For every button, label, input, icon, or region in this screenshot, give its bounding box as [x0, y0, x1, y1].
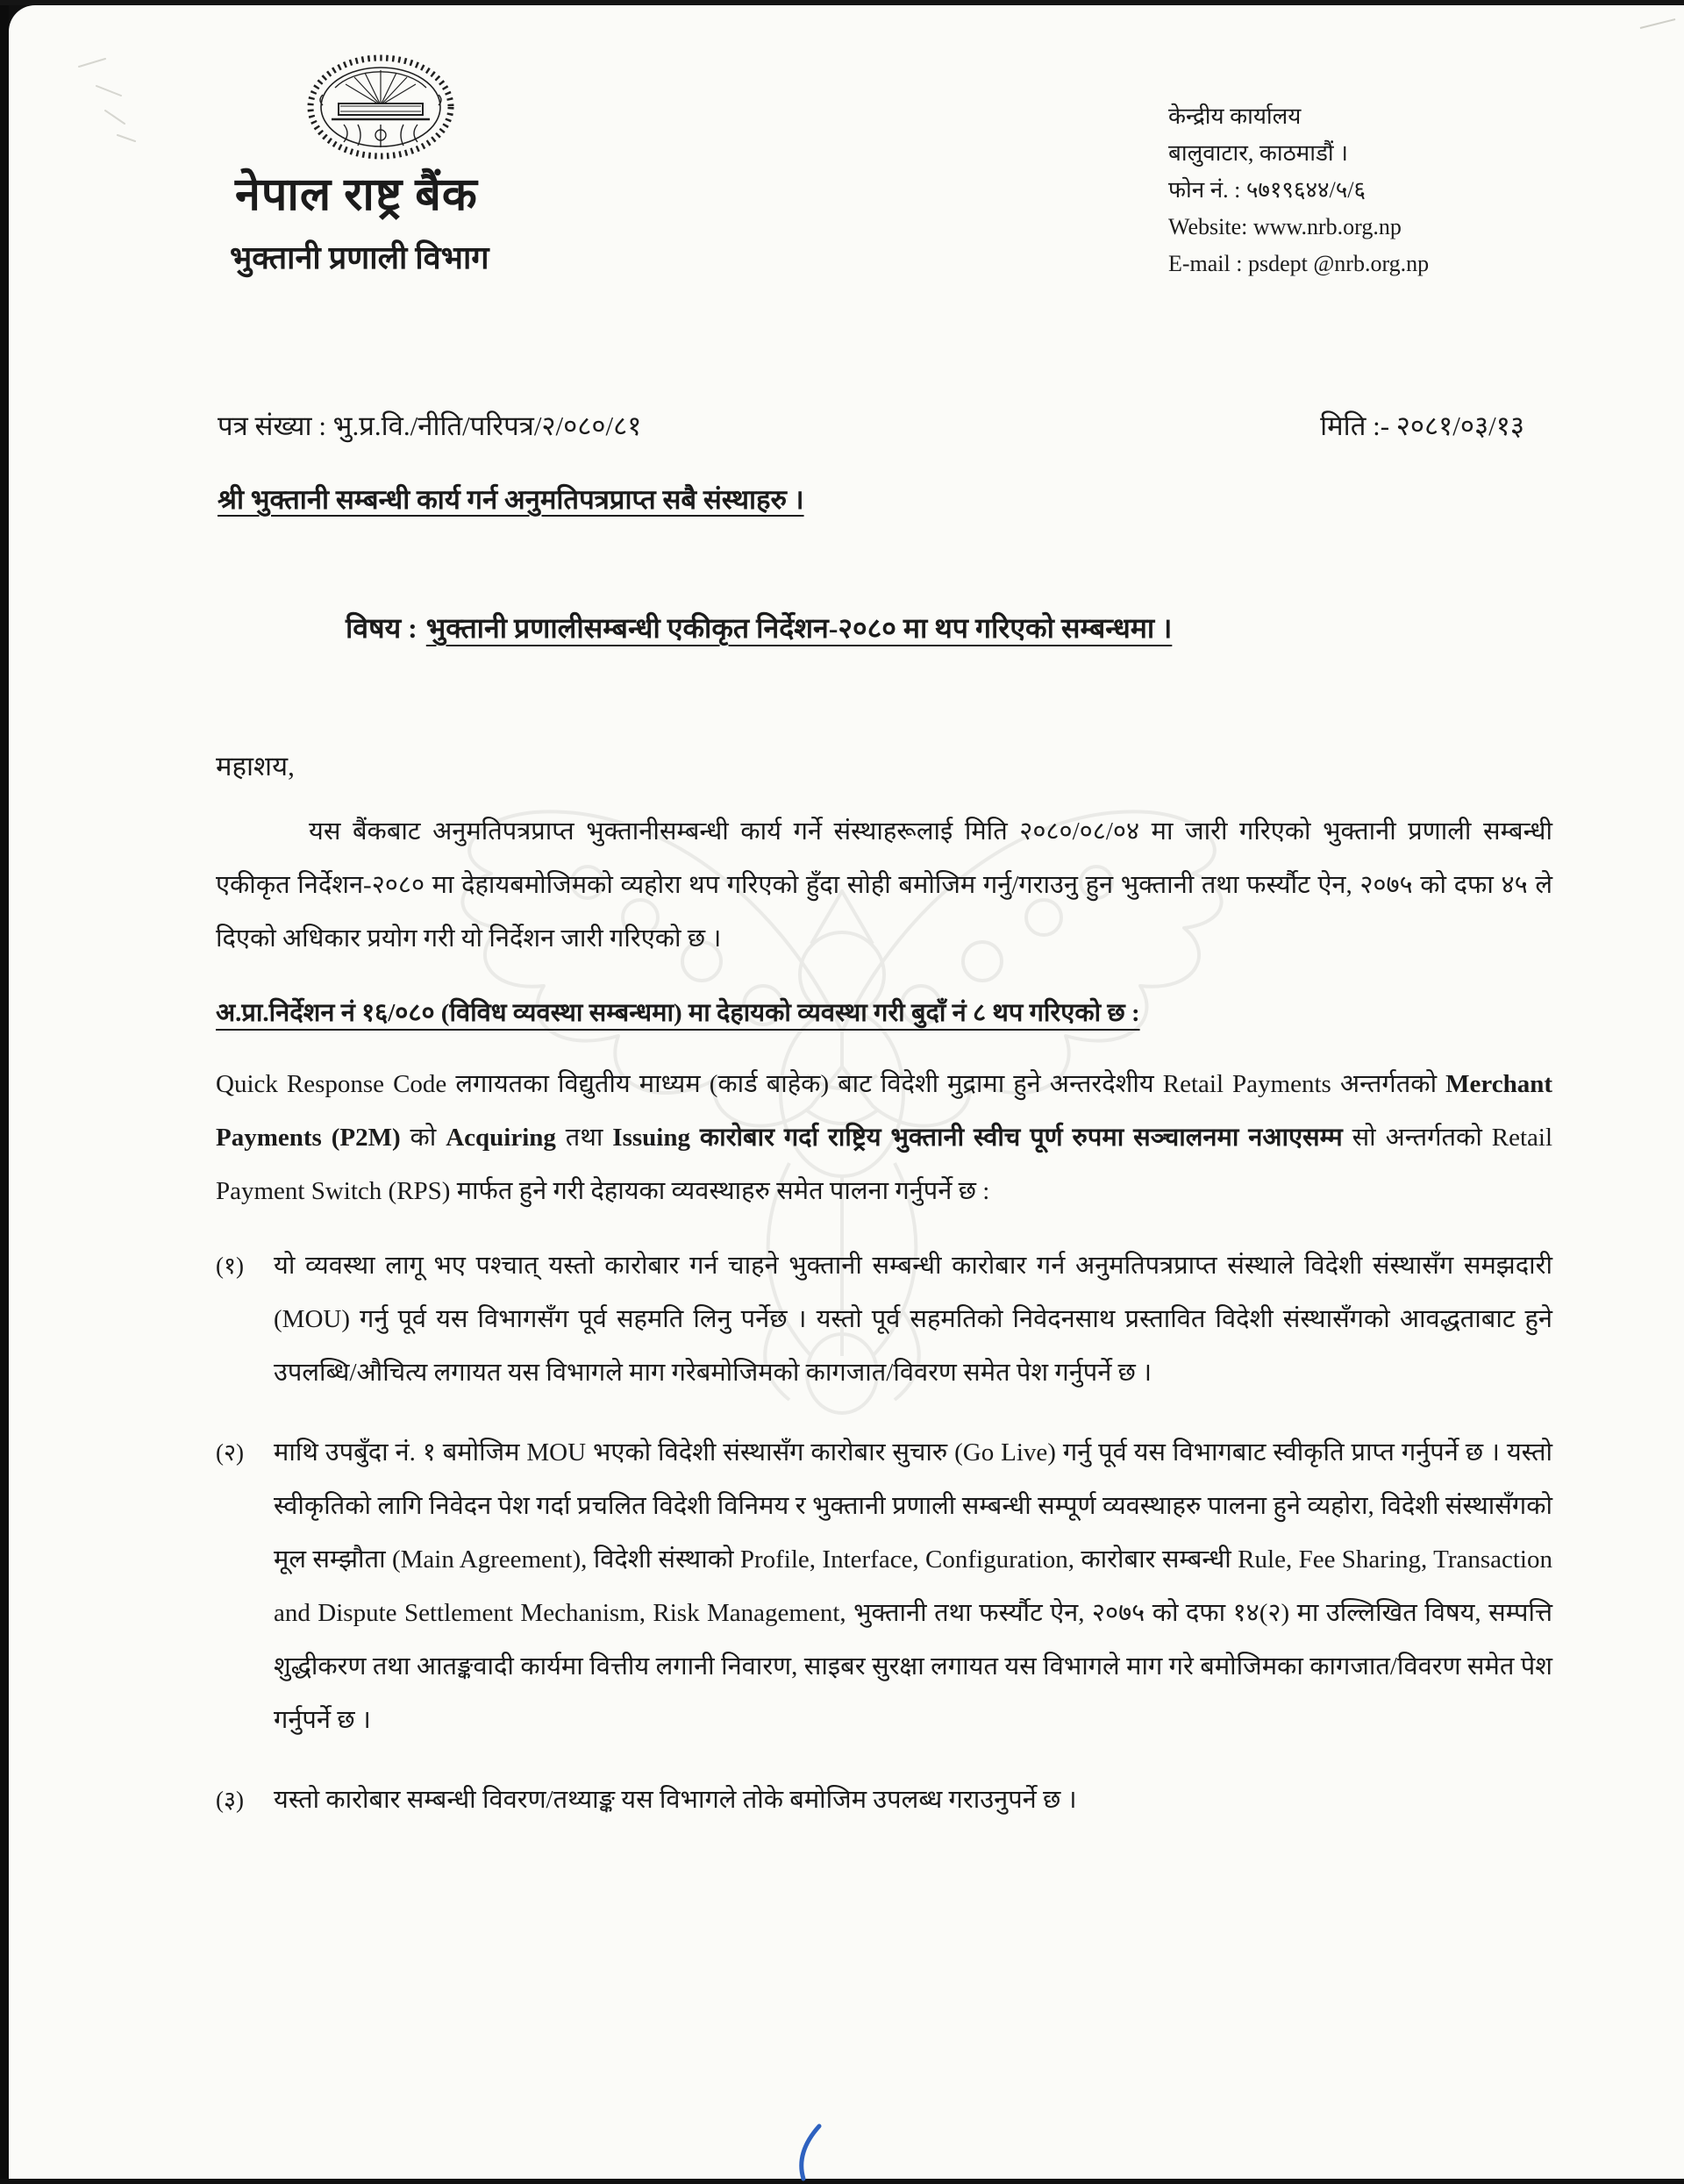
addressee-line: श्री भुक्तानी सम्बन्धी कार्य गर्न अनुमतिपत्रप्राप्त सबै संस्थाहरु । — [218, 484, 804, 515]
list-item-number: (१) — [216, 1253, 245, 1279]
letter-date: मिति :- २०८१/०३/१३ — [1320, 410, 1524, 441]
pencil-scribble-mark — [67, 47, 172, 153]
list-item — [216, 1774, 1552, 1827]
list-item — [216, 1239, 1552, 1400]
provision-paragraph — [216, 1058, 1552, 1218]
letter-body — [216, 805, 1552, 1853]
office-phone: फोन नं. : ५७१९६४४/५/६ — [1168, 177, 1366, 203]
opening-paragraph: यस बैंकबाट अनुमतिपत्रप्राप्त भुक्तानीसम्बन्धी कार्य गर्ने संस्थाहरूलाई मिति २०८०/०८/०४ मा जारी गरिएको भुक्तानी प्रणाली सम्बन्धी एकीकृत निर्देशन-२०८० मा देहायबमोजिमको व्यहोरा थप गरिएको हुँदा सोही बमोजिम गर्नु/गराउनु हुन भुक्तानी तथा फर्स्यौट ऐन, २०७५ को दफा ४५ ले दिएको अधिकार प्रयोग गरी यो निर्देशन जारी गरिएको छ । — [216, 817, 1552, 953]
paper-sheet — [9, 5, 1684, 2179]
scan-corner-line — [1638, 16, 1677, 32]
bold-text-segment: Merchant Payments (P2M) — [216, 1070, 1552, 1152]
office-address: बालुवाटार, काठमाडौं । — [1168, 140, 1348, 166]
list-item-number: (२) — [216, 1439, 245, 1466]
bold-text-segment: कारोबार गर्दा राष्ट्रिय भुक्तानी स्वीच पूर्ण रुपमा सञ्चालनमा नआएसम्म — [689, 1124, 1343, 1152]
text-segment: सो अन्तर्गतको Retail Payment Switch (RPS) मार्फत हुने गरी देहायका व्यवस्थाहरु समेत पालना गर्नुपर्ने छ : — [216, 1124, 1552, 1205]
bold-text-segment: Issuing — [612, 1124, 690, 1152]
reference-row — [218, 407, 1524, 444]
nrb-seal-logo-icon — [305, 54, 456, 167]
bank-name: नेपाल राष्ट्र बैंक — [235, 170, 478, 220]
salutation: महाशय, — [216, 751, 295, 782]
text-segment: Quick Response Code लगायतका विद्युतीय माध्यम (कार्ड बाहेक) बाट विदेशी मुद्रामा हुने अन्तरदेशीय Retail Payments अन्तर्गतको — [216, 1070, 1446, 1098]
directive-heading: अ.प्रा.निर्देशन नं १६/०८० (विविध व्यवस्था सम्बन्धमा) मा देहायको व्यवस्था गरी बुदाँ नं ८ थप गरिएको छ : — [216, 999, 1140, 1027]
blue-pen-mark — [788, 2121, 840, 2184]
office-website: Website: www.nrb.org.np — [1168, 214, 1402, 239]
scan-edge-top — [0, 0, 1684, 5]
letter-ref-number: पत्र संख्या : भु.प्र.वि./नीति/परिपत्र/२/०८०/८१ — [218, 410, 642, 441]
list-item-text: माथि उपबुँदा नं. १ बमोजिम MOU भएको विदेशी संस्थासँग कारोबार सुचारु (Go Live) गर्नु पूर्व यस विभागबाट स्वीकृति प्राप्त गर्नुपर्ने छ । यस्तो स्वीकृतिको लागि निवेदन पेश गर्दा प्रचलित विदेशी विनिमय र भुक्तानी प्रणाली सम्बन्धी सम्पूर्ण व्यवस्थाहरु पालना हुने व्यहोरा, विदेशी संस्थासँगको मूल सम्झौता (Main Agreement), विदेशी संस्थाको Profile, Interface, Configuration, कारोबार सम्बन्धी Rule, Fee Sharing, Transaction and Dispute Settlement Mechanism, Risk Management, भुक्तानी तथा फर्स्यौट ऐन, २०७५ को दफा १४(२) मा उल्लिखित विषय, सम्पत्ति शुद्धीकरण तथा आतङ्कवादी कार्यमा वित्तीय लगानी निवारण, साइबर सुरक्षा लगायत यस विभागले माग गरे बमोजिमका कागजात/विवरण समेत पेश गर्नुपर्ने छ । — [274, 1438, 1552, 1734]
department-name: भुक्तानी प्रणाली विभाग — [230, 240, 489, 275]
subject-line — [346, 609, 1172, 646]
subject-text: भुक्तानी प्रणालीसम्बन्धी एकीकृत निर्देशन-२०८० मा थप गरिएको सम्बन्धमा । — [425, 612, 1173, 644]
scan-edge-left — [0, 0, 9, 2179]
list-item-text: यस्तो कारोबार सम्बन्धी विवरण/तथ्याङ्क यस विभागले तोके बमोजिम उपलब्ध गराउनुपर्ने छ । — [274, 1786, 1077, 1814]
subject-label: विषय : — [346, 612, 417, 644]
list-item-number: (३) — [216, 1787, 245, 1813]
text-segment: तथा — [555, 1124, 613, 1152]
list-item-text: यो व्यवस्था लागू भए पश्चात् यस्तो कारोबार गर्न चाहने भुक्तानी सम्बन्धी कारोबार गर्न अनुमतिपत्रप्राप्त संस्थाले विदेशी संस्थासँग समझदारी (MOU) गर्नु पूर्व यस विभागसँग पूर्व सहमति लिनु पर्नेछ । यस्तो पूर्व सहमतिको निवेदनसाथ प्रस्तावित विदेशी संस्थासँगको आवद्धताबाट हुने उपलब्धि/औचित्य लगायत यस विभागले माग गरेबमोजिमको कागजात/विवरण समेत पेश गर्नुपर्ने छ । — [274, 1252, 1552, 1387]
office-address-block — [1168, 98, 1429, 282]
list-item — [216, 1426, 1552, 1747]
office-title: केन्द्रीय कार्यालय — [1168, 103, 1302, 129]
bold-text-segment: Acquiring — [446, 1124, 556, 1152]
numbered-list — [216, 1239, 1552, 1827]
text-segment: को — [400, 1124, 446, 1152]
office-email: E-mail : psdept @nrb.org.np — [1168, 251, 1430, 276]
